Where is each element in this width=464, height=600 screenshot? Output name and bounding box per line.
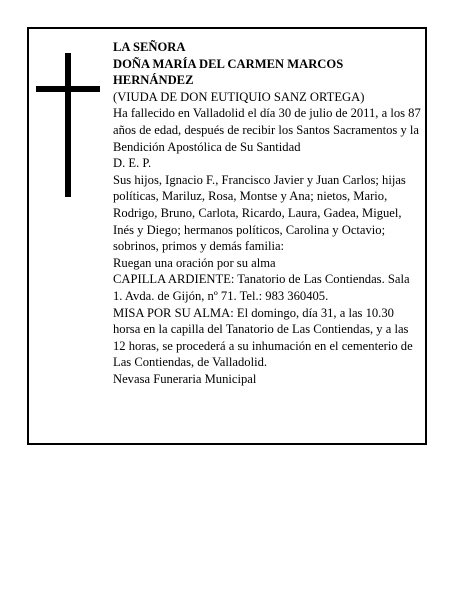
chapel-info: CAPILLA ARDIENTE: Tanatorio de Las Contiendas. Sala 1. Avda. de Gijón, nº 71. Tel.: 983 360405. bbox=[113, 272, 410, 303]
cross-vertical-bar bbox=[65, 53, 71, 197]
notice-title: LA SEÑORA bbox=[113, 40, 186, 54]
cross-horizontal-bar bbox=[36, 86, 100, 92]
rip-text: D. E. P. bbox=[113, 156, 152, 171]
deceased-name: DOÑA MARÍA DEL CARMEN MARCOS HERNÁNDEZ bbox=[113, 56, 344, 88]
funeral-home: Nevasa Funeraria Municipal bbox=[113, 371, 257, 386]
death-announcement: Ha fallecido en Valladolid el día 30 de julio de 2011, a los 87 años de edad, después de recibir los Santos Sacramentos y la Bendición Apostólica de Su Santidad bbox=[113, 106, 421, 154]
obituary-text bbox=[113, 39, 421, 387]
prayer-request: Ruegan una oración por su alma bbox=[113, 255, 276, 270]
cross-icon bbox=[36, 53, 100, 197]
mass-info: MISA POR SU ALMA: El domingo, día 31, a las 10.30 horsa en la capilla del Tanatorio de Las Contiendas, y a las 12 horas, se procederá a su inhumación en el cementerio de Las Contiendas, de Valladolid. bbox=[113, 305, 413, 370]
widow-of: (VIUDA DE DON EUTIQUIO SANZ ORTEGA) bbox=[113, 89, 365, 104]
family-list: Sus hijos, Ignacio F., Francisco Javier y Juan Carlos; hijas políticas, Mariluz, Rosa, Montse y Ana; nietos, Mario, Rodrigo, Bruno, Carlota, Ricardo, Laura, Gadea, Miguel, Inés y Diego; hermanos políticos, Carolina y Octavio; sobrinos, primos y demás familia: bbox=[113, 172, 406, 254]
